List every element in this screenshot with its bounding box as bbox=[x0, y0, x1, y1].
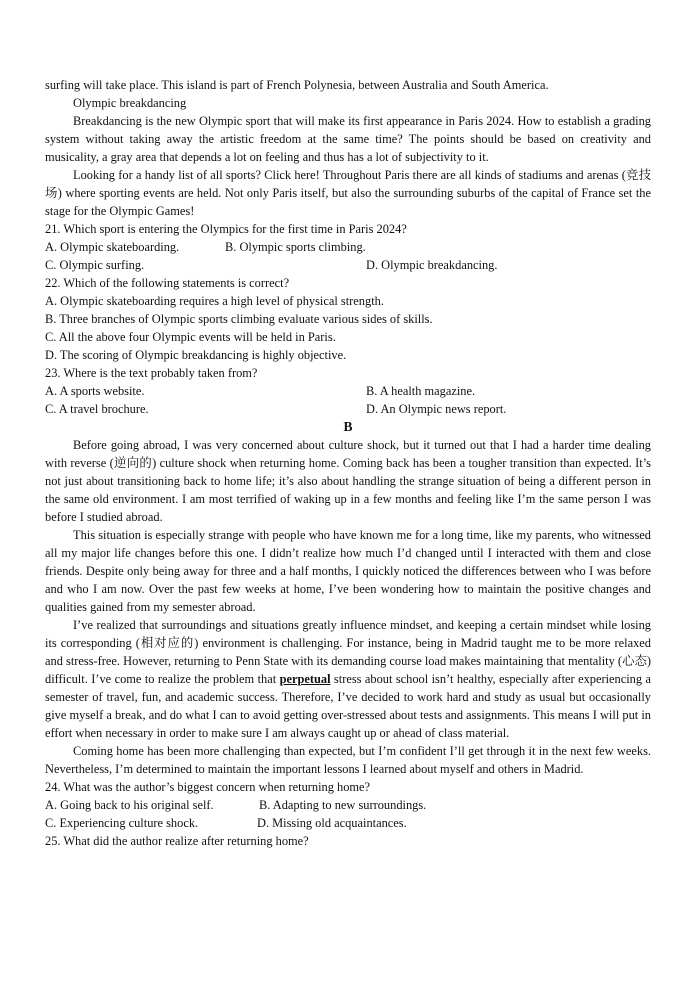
section-b-heading: B bbox=[343, 419, 353, 434]
question-23: 23. Where is the text probably taken from? bbox=[45, 366, 258, 380]
q22-option-c: C. All the above four Olympic events will be held in Paris. bbox=[45, 330, 336, 344]
q21-options-row2 bbox=[45, 256, 651, 274]
paragraph-b3 bbox=[45, 616, 651, 742]
paragraph-sports-list: Looking for a handy list of all sports? Click here! Throughout Paris there are all kinds of stadiums and arenas (竞技场) where sporting events are held. Not only Paris itself, but also the surrounding suburbs of the capital of France set the stage for the Olympic Games! bbox=[45, 168, 651, 218]
q21-option-d: D. Olympic breakdancing. bbox=[366, 258, 498, 272]
paragraph-b3-part2: stress about school isn’t healthy, especially after experiencing a semester of travel, fun, and academic success. Therefore, I’ve decided to work hard and study as usual but occasionally give myself a break, and do what I can to avoid getting over-stressed about tests and assignments. This means I will put in effort when necessary in order to make sure I am always caught up or ahead of class material. bbox=[45, 672, 651, 740]
paragraph-b3-part1: I’ve realized that surroundings and situations greatly influence mindset, and keeping a certain mindset while losing its corresponding (相对应的) environment is challenging. For instance, being in Madrid taught me to be more relaxed and stress-free. However, returning to Penn State with its demanding course load makes maintaining that mentality (心态) difficult. I’ve come to realize the problem that bbox=[45, 618, 651, 686]
paragraph-breakdancing: Breakdancing is the new Olympic sport that will make its first appearance in Paris 2024. How to establish a grading system without taking away the artistic freedom at the same time? The points should be based on creativity and musicality, a gray area that depends a lot on feeling and thus has a lot of subjectivity to it. bbox=[45, 114, 651, 164]
q21-option-c: C. Olympic surfing. bbox=[45, 258, 145, 272]
paragraph-b4: Coming home has been more challenging than expected, but I’m confident I’ll get through it in the next few weeks. Nevertheless, I’m determined to maintain the important lessons I learned about myself and others in Madrid. bbox=[45, 744, 651, 776]
q22-option-b: B. Three branches of Olympic sports climbing evaluate various sides of skills. bbox=[45, 312, 433, 326]
q24-option-d: D. Missing old acquaintances. bbox=[257, 816, 407, 830]
q24-option-b: B. Adapting to new surroundings. bbox=[259, 798, 427, 812]
question-21: 21. Which sport is entering the Olympics for the first time in Paris 2024? bbox=[45, 222, 407, 236]
q23-option-d: D. An Olympic news report. bbox=[366, 402, 507, 416]
q23-options-row2 bbox=[45, 400, 651, 418]
paragraph-b2: This situation is especially strange with people who have known me for a long time, like my parents, who witnessed all my major life changes before this one. I didn’t realize how much I’d changed until I interacted with them and close friends. Despite only being away for three and a half months, I quickly noticed the differences between who I was before and who I am now. Over the past few weeks at home, I’ve been wondering how to maintain the positive changes and qualities gained from my semester abroad. bbox=[45, 528, 651, 614]
q21-option-b: B. Olympic sports climbing. bbox=[225, 240, 366, 254]
q24-options-row1 bbox=[45, 796, 651, 814]
q23-option-a: A. A sports website. bbox=[45, 384, 145, 398]
q21-option-a: A. Olympic skateboarding. bbox=[45, 240, 180, 254]
q24-option-c: C. Experiencing culture shock. bbox=[45, 816, 199, 830]
q22-option-a: A. Olympic skateboarding requires a high level of physical strength. bbox=[45, 294, 384, 308]
document-page bbox=[45, 76, 651, 850]
q24-option-a: A. Going back to his original self. bbox=[45, 798, 214, 812]
q24-options-row2 bbox=[45, 814, 651, 832]
q23-option-c: C. A travel brochure. bbox=[45, 402, 149, 416]
q23-options-row1 bbox=[45, 382, 651, 400]
paragraph-island: surfing will take place. This island is part of French Polynesia, between Australia and South America. bbox=[45, 78, 549, 92]
q23-option-b: B. A health magazine. bbox=[366, 384, 476, 398]
question-24: 24. What was the author’s biggest concern when returning home? bbox=[45, 780, 371, 794]
q21-options-row1 bbox=[45, 238, 651, 256]
subheading-breakdancing: Olympic breakdancing bbox=[73, 96, 187, 110]
question-22: 22. Which of the following statements is correct? bbox=[45, 276, 290, 290]
question-25: 25. What did the author realize after returning home? bbox=[45, 834, 309, 848]
q22-option-d: D. The scoring of Olympic breakdancing is highly objective. bbox=[45, 348, 347, 362]
paragraph-b1: Before going abroad, I was very concerned about culture shock, but it turned out that I had a harder time dealing with reverse (逆向的) culture shock when returning home. Coming back has been a tougher transition than expected. It’s not just about transitioning back to home life; it’s also about handling the strange situation of being a different person in the same old environment. I am most terrified of waking up in a few months and feeling like I’m the same person I was before I studied abroad. bbox=[45, 438, 651, 524]
underlined-word: perpetual bbox=[279, 672, 331, 686]
